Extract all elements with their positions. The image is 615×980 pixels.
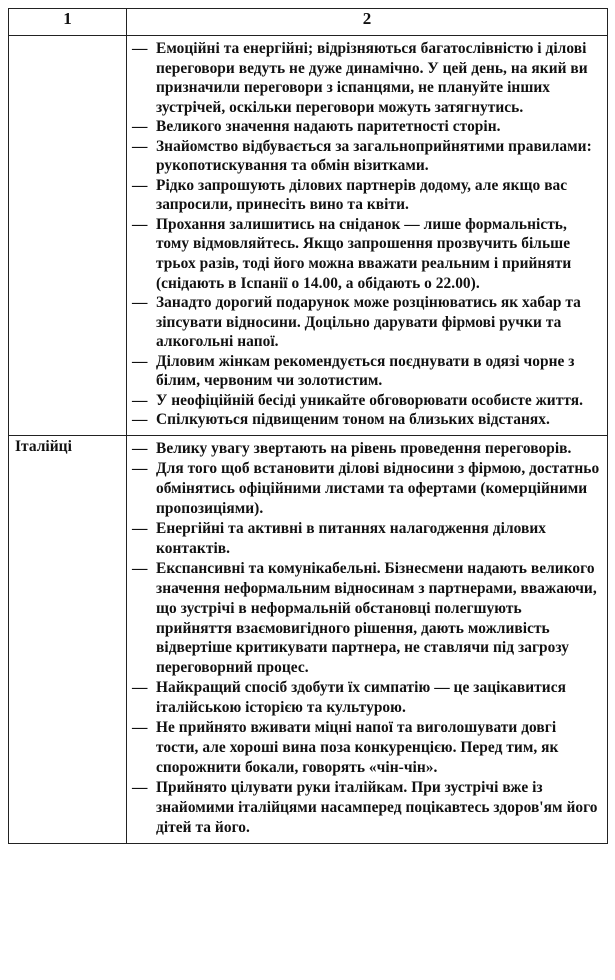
bullet-list xyxy=(128,437,606,842)
dash-marker: — xyxy=(132,294,148,312)
table-row-spaniards xyxy=(9,36,608,436)
column-2-header: 2 xyxy=(127,9,608,36)
dash-marker: — xyxy=(132,352,148,370)
dash-marker: — xyxy=(132,559,148,577)
list-item xyxy=(132,39,600,117)
list-item-text: Прохання залишитись на сніданок — лише формальність, тому відмовляйтесь. Якщо запрошення прозвучить більше трьох разів, тоді його можна вважати реальним і прийняти (снідають в Іспанії о 14.00, а обідають о 22.00). xyxy=(156,215,572,292)
list-item xyxy=(132,519,600,559)
dash-marker: — xyxy=(132,719,148,737)
description-cell xyxy=(127,435,608,843)
list-item xyxy=(132,352,600,391)
list-item xyxy=(132,778,600,838)
description-cell xyxy=(127,36,608,436)
list-item-text: Енергійні та активні в питаннях налагодження ділових контактів. xyxy=(156,519,547,557)
list-item xyxy=(132,293,600,352)
list-item xyxy=(132,718,600,778)
column-1-header: 1 xyxy=(9,9,127,36)
list-item-text: Для того щоб встановити ділові відносини з фірмою, достатньо обмінятись офіційними листами та офертами (комерційними пропозиціями). xyxy=(156,459,600,517)
list-item-text: Емоційні та енергійні; відрізняються багатослівністю і ділові переговори ведуть не дуже динамічно. У цей день, на який ви призначили переговори з іспанцями, не плануйте інших зустрічей, оскільки переговори можуть затягнутись. xyxy=(156,40,588,116)
dash-marker: — xyxy=(132,215,148,233)
dash-marker: — xyxy=(132,40,148,57)
list-item-text: У неофіційній бесіді уникайте обговорювати особисте життя. xyxy=(156,391,584,409)
list-item-text: Прийнято цілувати руки італійкам. При зустрічі вже із знайомими італійцями насамперед поцікавтесь здоров'ям його дітей та його. xyxy=(156,779,598,837)
list-item-text: Експансивні та комунікабельні. Бізнесмени надають великого значення неформальним відносинам з партнерами, вважаючи, що зустрічі в неформальній обстановці полегшують прийняття взаємовигідного рішення, дають можливість відвертіше критикувати партнера, не ставлячи під загрозу переговорний процес. xyxy=(156,559,597,677)
list-item-text: Спілкуються підвищеним тоном на близьких відстанях. xyxy=(156,411,550,429)
list-item-text: Рідко запрошують ділових партнерів додому, але якщо вас запросили, принесіть вино та квіти. xyxy=(156,176,568,214)
list-item xyxy=(132,678,600,718)
etiquette-table xyxy=(8,8,608,844)
list-item xyxy=(132,117,600,137)
list-item-text: Великого значення надають паритетності сторін. xyxy=(156,118,501,136)
dash-marker: — xyxy=(132,137,148,155)
header-row xyxy=(9,9,608,36)
list-item-text: Велику увагу звертають на рівень проведення переговорів. xyxy=(156,439,572,457)
list-item xyxy=(132,215,600,293)
country-cell: Італійці xyxy=(9,435,127,843)
list-item xyxy=(132,439,600,459)
list-item xyxy=(132,459,600,519)
dash-marker: — xyxy=(132,439,148,457)
list-item xyxy=(132,137,600,176)
bullet-list xyxy=(128,37,606,434)
list-item-text: Знайомство відбувається за загальноприйнятими правилами: рукопотискування та обмін візитками. xyxy=(156,137,592,175)
dash-marker: — xyxy=(132,519,148,537)
dash-marker: — xyxy=(132,779,148,797)
list-item-text: Не прийнято вживати міцні напої та виголошувати довгі тости, але хороші вина поза конкуренцією. Перед тим, як спорожнити бокали, говорять «чін-чін». xyxy=(156,719,559,777)
dash-marker: — xyxy=(132,391,148,409)
table-row-italians xyxy=(9,435,608,843)
list-item xyxy=(132,176,600,215)
list-item xyxy=(132,391,600,411)
list-item-text: Діловим жінкам рекомендується поєднувати в одязі чорне з білим, червоним чи золотистим. xyxy=(156,352,575,390)
dash-marker: — xyxy=(132,118,148,136)
list-item-text: Найкращий спосіб здобути їх симпатію — це зацікавитися італійською історією та культурою. xyxy=(156,679,566,717)
country-cell xyxy=(9,36,127,436)
dash-marker: — xyxy=(132,176,148,194)
dash-marker: — xyxy=(132,411,148,429)
list-item xyxy=(132,410,600,430)
list-item xyxy=(132,559,600,679)
dash-marker: — xyxy=(132,459,148,477)
dash-marker: — xyxy=(132,679,148,697)
list-item-text: Занадто дорогий подарунок може розцінюватись як хабар та зіпсувати відносини. Доцільно дарувати фірмові ручки та алкогольні напої. xyxy=(156,294,581,351)
